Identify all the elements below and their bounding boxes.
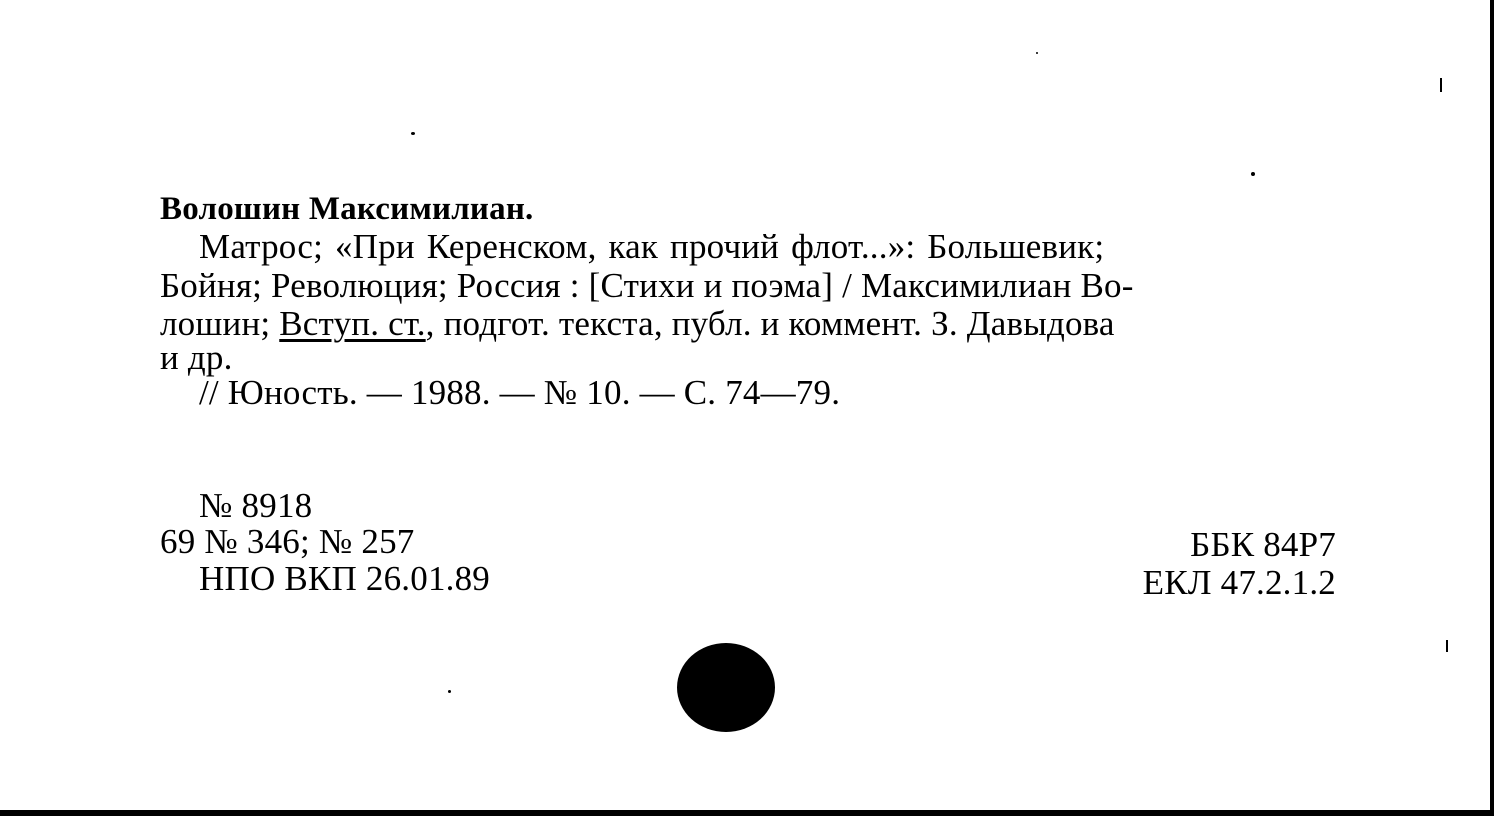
scan-speck [448, 690, 451, 693]
source-line: // Юность. — 1988. — № 10. — С. 74—79. [199, 373, 841, 412]
scan-speck [1446, 640, 1448, 652]
scan-speck [1036, 52, 1038, 54]
description-line-3 [160, 306, 1115, 341]
scan-speck [1440, 78, 1442, 92]
description-line-2: Бойня; Революция; Россия : [Стихи и поэма] / Максимилиан Во- [160, 266, 1134, 305]
description-line-3-end: , подгот. текста, публ. и коммент. З. Давыдова [425, 304, 1115, 343]
punch-hole [677, 643, 775, 732]
author-heading: Волошин Максимилиан. [160, 191, 534, 227]
ekl-code: ЕКЛ 47.2.1.2 [1142, 563, 1336, 602]
description-line-1: Матрос; «При Керенском, как прочий флот...»: Большевик; [199, 227, 1105, 266]
intro-article-underlined: Вступ. ст. [279, 304, 426, 343]
description-line-3-start: лошин; [160, 304, 280, 343]
scan-speck [411, 132, 415, 135]
card-number: № 8918 [199, 486, 313, 525]
reference-numbers: 69 № 346; № 257 [160, 522, 415, 561]
registry-line: НПО ВКП 26.01.89 [199, 559, 490, 598]
scan-speck [1251, 172, 1255, 176]
bbk-code: ББК 84Р7 [1190, 525, 1336, 564]
description-line-4: и др. [160, 338, 233, 377]
